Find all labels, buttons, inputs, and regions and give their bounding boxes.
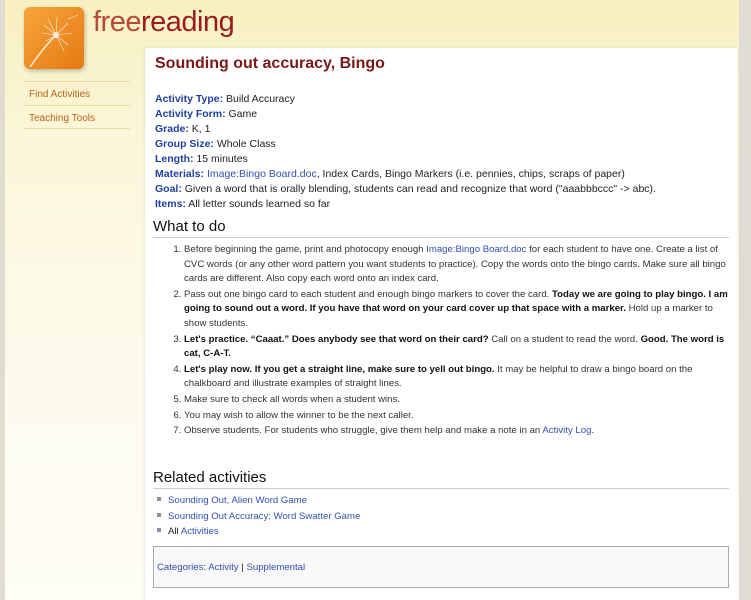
step-item — [184, 363, 729, 392]
meta-value: Build Accuracy — [226, 93, 295, 105]
step-text: Hold up a marker to show students. — [184, 303, 713, 329]
step-link[interactable]: Image:Bingo Board.doc — [426, 244, 527, 255]
step-text: It may be helpful to draw a bingo board on the chalkboard and illustrate examples of straight lines. — [184, 363, 693, 390]
sidebar — [24, 81, 130, 129]
meta-row — [155, 122, 656, 137]
meta-label: Items: — [155, 198, 186, 210]
meta-value: Game — [228, 108, 258, 120]
what-to-do-section — [153, 218, 729, 440]
step-item — [184, 393, 729, 408]
related-link[interactable]: Sounding Out Accuracy: Word Swatter Game — [168, 510, 361, 522]
meta-value: All letter sounds learned so far — [188, 198, 331, 210]
step-item — [184, 243, 729, 287]
divider: | — [241, 562, 244, 573]
meta-value: Given a word that is orally blending, students can read and recognize that word ("aaabbbccc" -> abc). — [184, 183, 656, 195]
list-item — [157, 524, 729, 540]
page-title: Sounding out accuracy, Bingo — [155, 55, 385, 72]
step-text: Let's play now. If you get a straight line, make sure to yell out bingo. — [184, 363, 495, 375]
list-item — [157, 509, 729, 525]
brand-part: free — [93, 6, 141, 38]
step-text: Make sure to check all words when a student wins. — [184, 393, 400, 405]
prefix-text: All — [168, 526, 181, 537]
content-panel — [145, 48, 737, 600]
sidebar-item-teaching-tools[interactable]: Teaching Tools — [24, 105, 130, 129]
meta-value: Whole Class — [216, 138, 276, 150]
meta-row — [155, 197, 656, 212]
meta-row — [155, 107, 656, 122]
window-edge — [0, 0, 5, 600]
materials-link[interactable]: Image:Bingo Board.doc — [206, 168, 317, 180]
meta-label: Activity Type: — [155, 93, 224, 105]
meta-row — [155, 92, 656, 107]
meta-label: Goal: — [155, 183, 182, 195]
step-text: Observe students. For students who struggle, give them help and make a note in an — [184, 425, 543, 437]
meta-label: Activity Form: — [155, 108, 226, 120]
list-item — [157, 493, 729, 509]
meta-row — [155, 152, 656, 167]
categories-box — [153, 546, 729, 588]
step-text: Before beginning the game, print and photocopy enough — [184, 244, 427, 255]
step-link[interactable]: Activity Log — [542, 425, 592, 437]
scrollbar[interactable] — [739, 0, 751, 600]
meta-row — [155, 182, 656, 197]
brand-part: reading — [140, 6, 235, 38]
step-text: Pass out one bingo card to each student and enough bingo markers to cover the card. — [184, 288, 552, 300]
meta-value: K, 1 — [191, 123, 211, 135]
step-item — [184, 333, 729, 362]
step-text: Let's practice. “Caaat.” Does anybody see that word on their card? — [184, 333, 489, 345]
brand-logo[interactable] — [93, 6, 234, 39]
category-activity-link[interactable]: Activity — [208, 562, 239, 573]
meta-row — [155, 137, 656, 152]
step-item — [184, 424, 729, 439]
step-text: Call on a student to read the word. — [488, 333, 641, 345]
steps-list — [184, 243, 729, 439]
separator: : — [203, 562, 207, 573]
meta-value: , Index Cards, Bingo Markers (i.e. pennies, chips, scraps of paper) — [316, 168, 625, 180]
categories-link[interactable]: Categories — [157, 562, 204, 573]
sidebar-item-find-activities[interactable]: Find Activities — [24, 81, 130, 105]
related-activities-section — [153, 469, 729, 540]
meta-label: Materials: — [155, 168, 205, 180]
dandelion-logo-icon[interactable] — [24, 7, 84, 69]
activity-metadata — [155, 92, 656, 212]
step-item — [184, 288, 729, 332]
step-text: Today we are going to play bingo. I am going to sound out a word. If you have that word on your card cover up that space with a marker. — [184, 288, 728, 315]
related-list — [157, 493, 729, 540]
step-text: for each student to have one. Create a list of CVC words (or any other word pattern you want students to practice). Copy the words onto the bingo cards. Make sure all bingo cards are different. Also copy each word onto an index card. — [184, 244, 726, 285]
meta-value: 15 minutes — [196, 153, 248, 165]
step-text: Good. The word is cat, C-A-T. — [184, 333, 725, 360]
meta-label: Grade: — [155, 123, 189, 135]
step-item — [184, 409, 729, 424]
related-link[interactable]: Activities — [180, 526, 219, 537]
related-link[interactable]: Sounding Out, Alien Word Game — [168, 495, 308, 506]
section-heading: Related activities — [153, 469, 729, 489]
step-text: You may wish to allow the winner to be the next caller. — [184, 409, 414, 421]
category-supplemental-link[interactable]: Supplemental — [246, 562, 306, 573]
meta-row — [155, 167, 656, 182]
meta-label: Group Size: — [155, 138, 214, 150]
meta-label: Length: — [155, 153, 194, 165]
step-text: . — [591, 425, 595, 437]
section-heading: What to do — [153, 218, 729, 238]
